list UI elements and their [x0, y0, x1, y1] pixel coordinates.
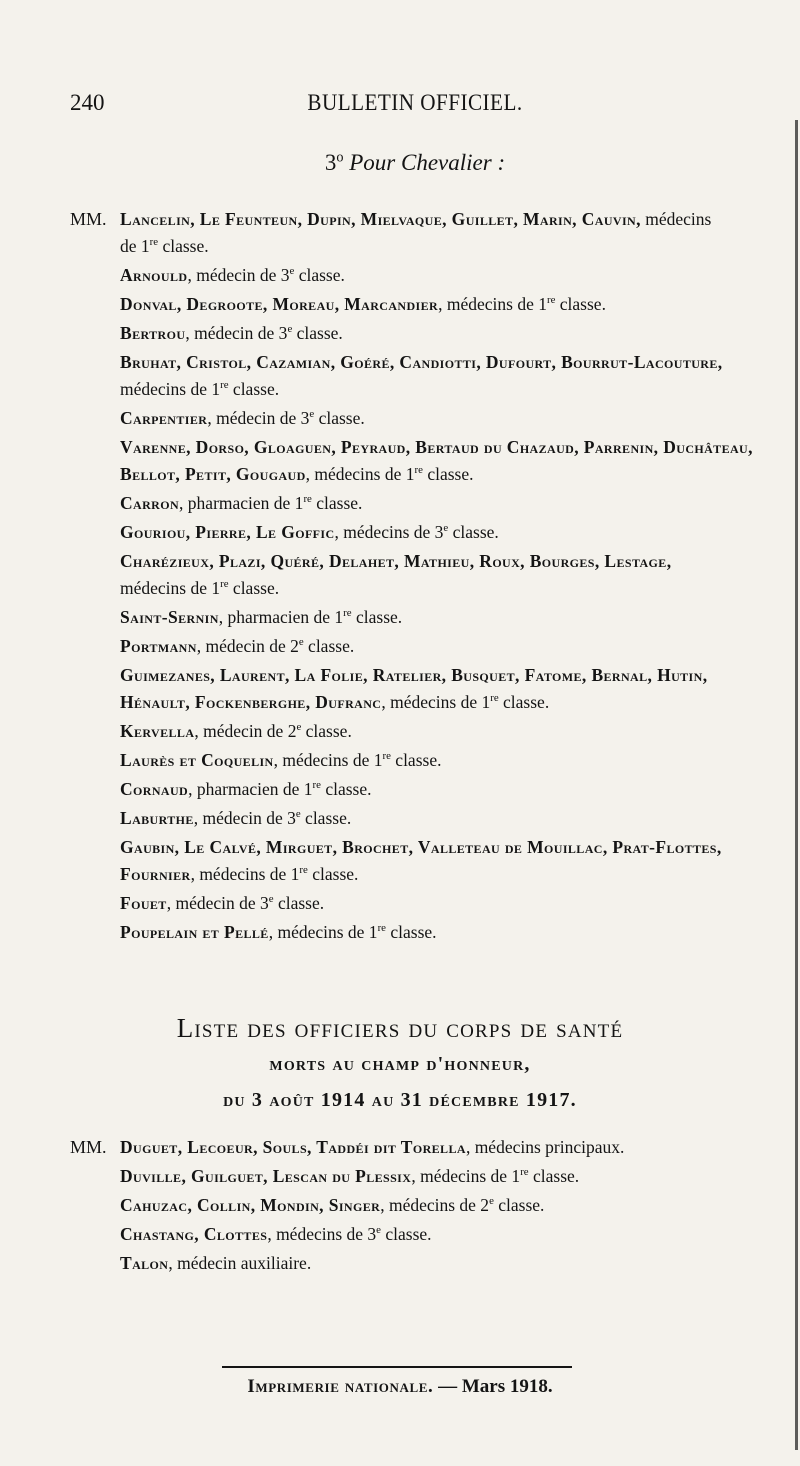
entry-rank-sup: re: [220, 379, 229, 392]
page-footer: [0, 1376, 800, 1398]
list-item: [70, 1163, 790, 1190]
page-number: 240: [70, 90, 105, 115]
list-item: [70, 206, 790, 260]
entry-rank-end: classe.: [228, 578, 280, 598]
entry-rank-sup: e: [295, 808, 301, 821]
list-item: [70, 291, 790, 318]
entry-rank-sup: re: [312, 779, 321, 792]
entry-rank-sup: re: [343, 607, 352, 620]
entry-names: Fouet: [120, 893, 167, 913]
entry-rank: , médecin de 3: [166, 893, 269, 913]
entry-names: Talon: [120, 1253, 169, 1273]
entry-names-cont: Hénault, Fockenberghe, Dufranc: [120, 692, 382, 712]
entry-rank-sup: re: [220, 578, 229, 591]
list-item: [70, 262, 790, 289]
entry-rank: , médecin de 3: [187, 265, 290, 285]
entry-names: Carron: [120, 493, 180, 513]
entry-continuation: [120, 461, 790, 488]
entry-rank-sup: re: [299, 864, 308, 877]
entry-rank-sup: re: [149, 236, 159, 249]
entry-rank-end: classe.: [292, 323, 343, 343]
entry-rank-end: classe.: [320, 779, 372, 799]
section-number: 3: [324, 150, 337, 175]
list-item: [70, 320, 790, 347]
entry-continuation: [120, 233, 790, 260]
entry-rank-sup: re: [382, 750, 391, 763]
entry-rank-end: classe.: [273, 893, 325, 913]
entry-names: Portmann: [120, 636, 197, 656]
print-date: — Mars 1918.: [433, 1376, 553, 1397]
list-item: [70, 805, 790, 832]
entry-rank-sup: e: [298, 636, 304, 649]
entry-continuation: [120, 376, 790, 403]
entry-rank: , médecin de 2: [196, 636, 299, 656]
entry-rank: médecins de 1: [120, 379, 221, 399]
list-item: [70, 349, 790, 403]
entry-rank: , médecins de 1: [381, 692, 491, 712]
entry-names: Lancelin, Le Feunteun, Dupin, Mielvaque, Guillet, Marin, Cauvin,: [120, 209, 641, 229]
entry-rank-sup: e: [296, 721, 302, 734]
chevalier-list: [70, 206, 790, 948]
list-title-line-1: Liste des officiers du corps de santé: [176, 1013, 624, 1043]
entry-rank-end: classe.: [314, 408, 365, 428]
list-item: [70, 633, 790, 660]
mm-prefix: MM.: [70, 1137, 107, 1157]
entry-rank-end: classe.: [422, 464, 474, 484]
entry-rank-end: classe.: [555, 294, 606, 314]
entry-rank-end: classe.: [303, 636, 355, 656]
entry-rank-sup: re: [303, 493, 312, 506]
section-title: Pour Chevalier :: [349, 150, 506, 175]
entry-rank-sup: re: [490, 692, 499, 705]
entry-rank: , médecin de 3: [193, 808, 296, 828]
entry-rank-end: classe.: [498, 692, 550, 712]
entry-rank-end: classe.: [158, 236, 209, 256]
entry-rank-end: classe.: [301, 721, 352, 741]
entry-rank: médecins de 1: [120, 578, 221, 598]
entry-rank-end: classe.: [311, 493, 363, 513]
entry-names: Kervella: [120, 721, 195, 741]
entry-rank: , médecins de 1: [411, 1166, 521, 1186]
entry-rank-end: classe.: [300, 808, 352, 828]
entry-rank: , médecin auxiliaire.: [168, 1253, 312, 1273]
list-item: [70, 834, 790, 888]
list-item: [70, 1250, 790, 1277]
entry-rank: , médecin de 3: [207, 408, 310, 428]
running-title: BULLETIN OFFICIEL.: [307, 90, 523, 115]
list-title-line-2: morts au champ d'honneur,: [269, 1053, 531, 1075]
list-item: [70, 604, 790, 631]
entry-rank-end: classe.: [228, 379, 280, 399]
entry-rank: , médecins de 3: [267, 1224, 377, 1244]
list-item: [70, 1192, 790, 1219]
entry-rank-end: classe.: [294, 265, 345, 285]
entry-names: Charézieux, Plazi, Quéré, Delahet, Mathieu, Roux, Bourges, Lestage,: [120, 551, 672, 571]
entry-rank: , médecins de 1: [438, 294, 547, 314]
entry-names: Arnould: [120, 265, 188, 285]
entry-names: Bruhat, Cristol, Cazamian, Goéré, Candiotti, Dufourt, Bourrut-Lacouture,: [120, 352, 723, 372]
entry-continuation: [120, 861, 790, 888]
section-number-sup: o: [336, 149, 344, 166]
entry-rank: de 1: [120, 236, 150, 256]
entry-names: Guimezanes, Laurent, La Folie, Ratelier, Busquet, Fatome, Bernal, Hutin,: [120, 665, 708, 685]
entry-names: Carpentier: [120, 408, 208, 428]
deceased-list: [70, 1134, 790, 1279]
printer-name: Imprimerie nationale.: [247, 1376, 434, 1397]
entry-rank: , pharmacien de 1: [218, 607, 344, 627]
entry-names: Duguet, Lecoeur, Souls, Taddéi dit Torella: [120, 1137, 466, 1157]
entry-rank-end: classe.: [448, 522, 499, 542]
page-edge-line: [795, 120, 798, 1450]
entry-rank-sup: e: [287, 323, 293, 336]
entry-rank-end: classe.: [351, 607, 403, 627]
list-item: [70, 405, 790, 432]
entry-rank: , médecins de 2: [380, 1195, 490, 1215]
entry-names: Gourio​u, Pierre, Le Goffic: [120, 522, 335, 542]
section-heading: [0, 150, 800, 176]
list-title-line-3: du 3 août 1914 au 31 décembre 1917.: [223, 1089, 577, 1111]
entry-rank-sup: e: [376, 1224, 381, 1237]
entry-rank: , médecins de 1: [190, 864, 300, 884]
list-item: [70, 718, 790, 745]
entry-rank: , médecins principaux.: [465, 1137, 625, 1157]
entry-rank: , médecins de 1: [273, 750, 383, 770]
entry-rank-sup: re: [377, 922, 386, 935]
entry-rank-end: classe.: [307, 864, 359, 884]
entry-names: Donval, Degroote, Moreau, Marcandier: [120, 294, 439, 314]
entry-continuation: [120, 689, 790, 716]
entry-rank: , médecin de 3: [185, 323, 288, 343]
entry-continuation: [120, 575, 790, 602]
entry-names: Bertrou: [120, 323, 186, 343]
list-item: [70, 1134, 790, 1161]
entry-names: Saint-Sernin: [120, 607, 219, 627]
list-item: [70, 776, 790, 803]
entry-rank-sup: re: [546, 294, 556, 307]
entry-names: Varenne, Dorso, Gloaguen, Peyraud, Bertaud du Chazaud, Parrenin, Duchâteau,: [120, 437, 753, 457]
entry-names: Poupelain et Pellé: [120, 922, 269, 942]
entry-rank-sup: e: [443, 522, 449, 535]
entry-rank-end: classe.: [528, 1166, 580, 1186]
list-title: [0, 1010, 800, 1118]
entry-rank: , médecins de 1: [305, 464, 415, 484]
footer-rule: [222, 1366, 572, 1368]
mm-prefix: MM.: [70, 209, 107, 229]
list-item: [70, 434, 790, 488]
entry-rank: , pharmacien de 1: [179, 493, 304, 513]
entry-names: Chastang, Clottes: [120, 1224, 268, 1244]
entry-rank-end: classe.: [381, 1224, 432, 1244]
entry-names: Cahuzac, Collin, Mondin, Singer: [120, 1195, 381, 1215]
list-item: [70, 519, 790, 546]
entry-names: Cornaud: [120, 779, 189, 799]
entry-names: Duville, Guilguet, Lescan du Plessix: [120, 1166, 412, 1186]
list-item: [70, 662, 790, 716]
entry-rank-sup: e: [289, 265, 295, 278]
entry-rank-sup: re: [520, 1166, 529, 1179]
page-header: [70, 90, 760, 124]
list-item: [70, 919, 790, 946]
entry-rank-end: classe.: [386, 922, 437, 942]
entry-rank: , médecins de 3: [334, 522, 444, 542]
entry-names: Gaubin, Le Calvé, Mirguet, Brochet, Valleteau de Mouillac, Prat-Flottes,: [120, 837, 722, 857]
entry-rank-sup: re: [414, 464, 423, 477]
list-item: [70, 890, 790, 917]
entry-rank: , médecins de 1: [268, 922, 378, 942]
entry-rank-sup: e: [268, 893, 274, 906]
list-item: [70, 747, 790, 774]
list-item: [70, 548, 790, 602]
entry-rank: , médecin de 2: [194, 721, 297, 741]
entry-rank-end: classe.: [493, 1195, 545, 1215]
entry-names: Laurès et Coquelin: [120, 750, 274, 770]
list-item: [70, 490, 790, 517]
entry-rank-sup: e: [309, 408, 315, 421]
entry-rank-sup: e: [489, 1195, 494, 1208]
entry-names-cont: Bellot, Petit, Gougaud: [120, 464, 306, 484]
entry-rank: médecins: [640, 209, 712, 229]
entry-rank: , pharmacien de 1: [188, 779, 313, 799]
entry-names-cont: Fournier: [120, 864, 191, 884]
list-item: [70, 1221, 790, 1248]
entry-rank-end: classe.: [390, 750, 442, 770]
entry-names: Laburthe: [120, 808, 194, 828]
